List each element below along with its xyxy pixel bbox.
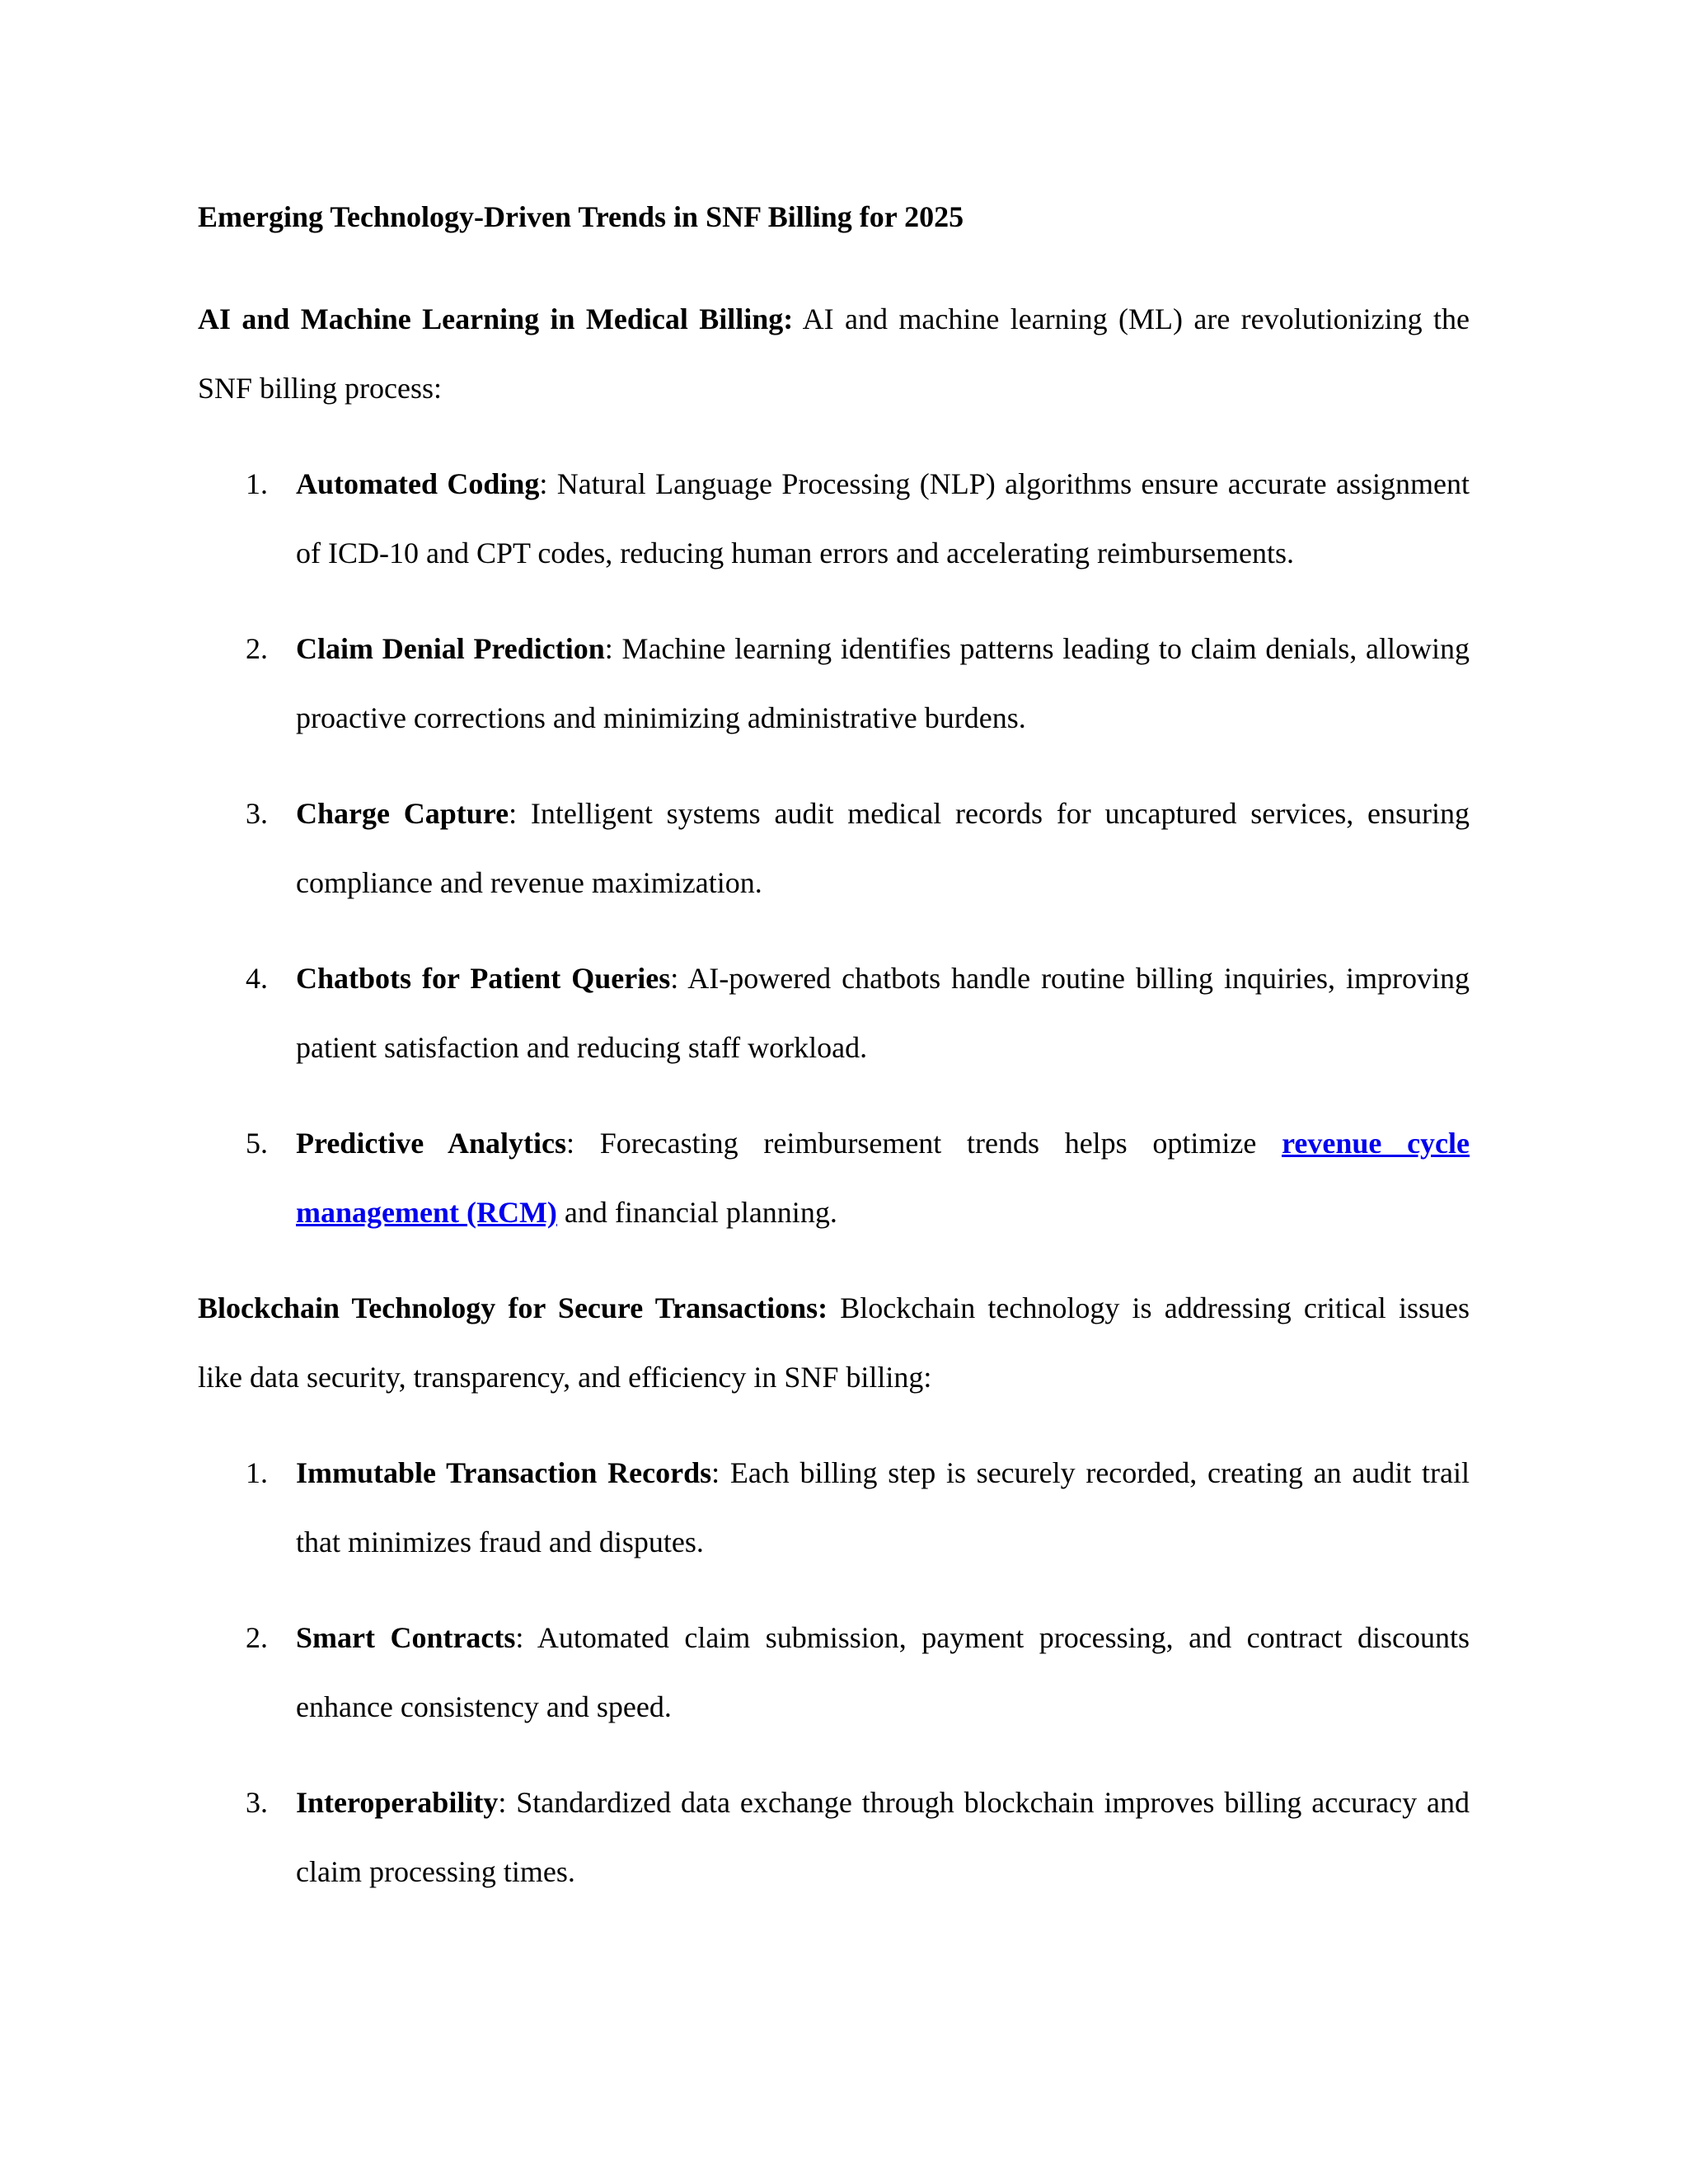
- list-item-label: Predictive Analytics: [296, 1127, 566, 1160]
- list-item-label: Charge Capture: [296, 797, 509, 830]
- list-item-label: Automated Coding: [296, 467, 540, 500]
- list-number: 1.: [246, 1456, 268, 1489]
- list-item-text: : Natural Language Processing (NLP) algorithms ensure accurate assignment of ICD-10 and CPT codes, reducing human errors and accelerating reimbursements.: [296, 467, 1470, 569]
- list-number: 1.: [246, 467, 268, 500]
- list-number: 3.: [246, 797, 268, 830]
- section-ai-intro: [198, 284, 1470, 423]
- list-item: [198, 1768, 1470, 1906]
- section-ai-text: AI and machine learning (ML) are revolutionizing the SNF billing process:: [198, 302, 1470, 405]
- list-item: [198, 779, 1470, 917]
- list-item-label: Smart Contracts: [296, 1621, 516, 1654]
- list-number: 5.: [246, 1127, 268, 1160]
- list-item-text: : Intelligent systems audit medical records for uncaptured services, ensuring compliance and revenue maximization.: [296, 797, 1470, 899]
- blockchain-trends-list: [198, 1438, 1470, 1906]
- section-blockchain-text: Blockchain technology is addressing critical issues like data security, transparency, and efficiency in SNF billing:: [198, 1291, 1470, 1394]
- list-number: 2.: [246, 1621, 268, 1654]
- list-item: [198, 614, 1470, 752]
- list-item-text-after: and financial planning.: [556, 1196, 837, 1229]
- list-item: [198, 1108, 1470, 1247]
- ai-trends-list: [198, 449, 1470, 1247]
- list-item: [198, 449, 1470, 588]
- list-item: [198, 1438, 1470, 1577]
- list-item-text: : Each billing step is securely recorded, creating an audit trail that minimizes fraud and disputes.: [296, 1456, 1470, 1558]
- list-item-label: Immutable Transaction Records: [296, 1456, 712, 1489]
- list-number: 2.: [246, 632, 268, 665]
- list-item-label: Interoperability: [296, 1786, 499, 1819]
- list-number: 3.: [246, 1786, 268, 1819]
- rcm-link[interactable]: revenue cycle management (RCM): [296, 1127, 1470, 1229]
- list-item-label: Claim Denial Prediction: [296, 632, 605, 665]
- document-content: [198, 194, 1470, 1906]
- document-title: Emerging Technology-Driven Trends in SNF Billing for 2025: [198, 200, 964, 233]
- list-item: [198, 1603, 1470, 1741]
- list-item-text: : Machine learning identifies patterns leading to claim denials, allowing proactive corrections and minimizing administrative burdens.: [296, 632, 1470, 734]
- list-item: [198, 944, 1470, 1082]
- list-item-text: : Automated claim submission, payment processing, and contract discounts enhance consistency and speed.: [296, 1621, 1470, 1723]
- section-blockchain-intro: [198, 1273, 1470, 1412]
- list-item-text: : Standardized data exchange through blockchain improves billing accuracy and claim processing times.: [296, 1786, 1470, 1888]
- section-ai-heading: AI and Machine Learning in Medical Billing:: [198, 302, 794, 335]
- section-blockchain-heading: Blockchain Technology for Secure Transactions:: [198, 1291, 828, 1324]
- list-item-text: : Forecasting reimbursement trends helps optimize: [566, 1127, 1282, 1160]
- list-number: 4.: [246, 962, 268, 995]
- list-item-label: Chatbots for Patient Queries: [296, 962, 671, 995]
- list-item-text: : AI-powered chatbots handle routine billing inquiries, improving patient satisfaction and reducing staff workload.: [296, 962, 1470, 1064]
